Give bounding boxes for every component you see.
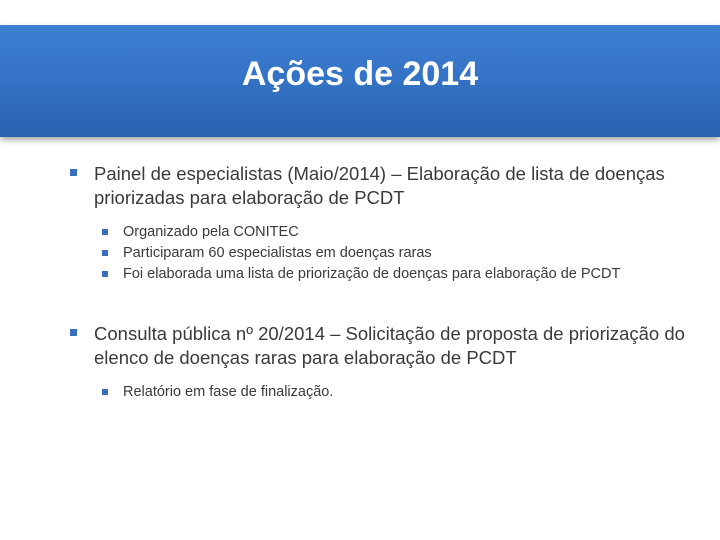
sub-bullet-text: Organizado pela CONITEC (123, 224, 299, 240)
bullet-item (70, 322, 690, 370)
sub-bullet-item (102, 382, 690, 403)
slide-content (70, 162, 690, 403)
sub-bullet-list (102, 222, 690, 285)
sub-bullet-text: Participaram 60 especialistas em doenças raras (123, 245, 432, 261)
slide-title: Ações de 2014 (241, 55, 479, 93)
sub-bullet-item (102, 222, 690, 243)
sub-bullet-item (102, 264, 690, 285)
square-bullet-icon (102, 389, 108, 395)
square-bullet-icon (102, 250, 108, 256)
square-bullet-icon (102, 229, 108, 235)
bullet-item (70, 162, 690, 210)
bullet-text: Painel de especialistas (Maio/2014) – Elaboração de lista de doenças priorizadas para elaboração de PCDT (94, 163, 665, 208)
sub-bullet-text: Foi elaborada uma lista de priorização de doenças para elaboração de PCDT (123, 266, 621, 282)
bullet-text: Consulta pública nº 20/2014 – Solicitação de proposta de priorização do elenco de doenças raras para elaboração de PCDT (94, 323, 685, 368)
sub-bullet-list (102, 382, 690, 403)
sub-bullet-text: Relatório em fase de finalização. (123, 384, 334, 400)
sub-bullet-item (102, 243, 690, 264)
square-bullet-icon (70, 329, 77, 336)
square-bullet-icon (70, 169, 77, 176)
square-bullet-icon (102, 271, 108, 277)
